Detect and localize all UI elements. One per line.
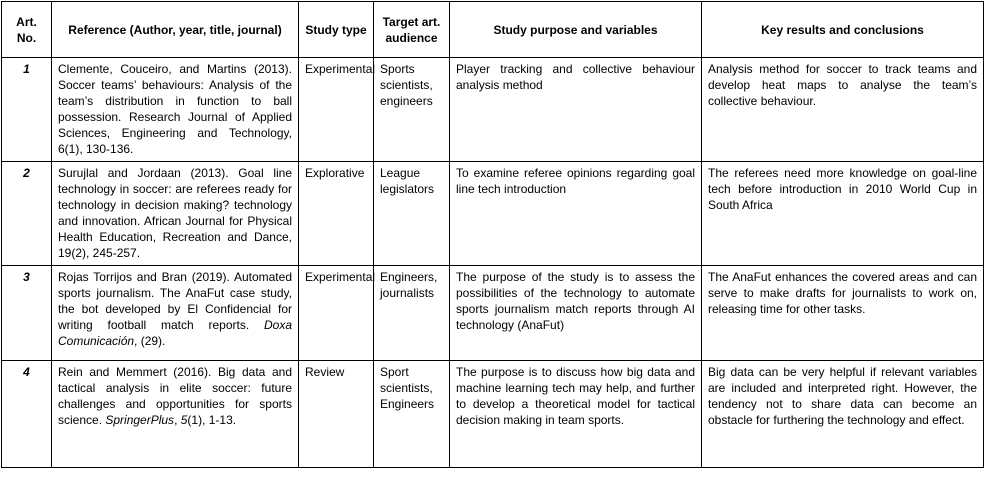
study-type-cell: Experimental [299,266,374,361]
header-target-audience: Target art. audience [374,2,450,58]
table-row [2,58,984,162]
table-row [2,162,984,266]
art-no-cell: 2 [2,162,52,266]
reference-text: Rojas Torrijos and Bran (2019). Automated sports journalism. The AnaFut case study, the bot developed by El Confidencial for writing football match reports. [58,270,292,332]
journal-name: Doxa Comunicación [58,318,292,348]
results-cell: Big data can be very helpful if relevant variables are included and interpreted right. However, the tendency not to share data can become an obstacle for furthering the technology and effect. [702,361,984,468]
results-cell: Analysis method for soccer to track teams and develop heat maps to analyse the team’s collective behaviour. [702,58,984,162]
results-cell: The AnaFut enhances the covered areas and can serve to make drafts for journalists to work on, releasing time for other tasks. [702,266,984,361]
journal-name: SpringerPlus [105,413,175,427]
purpose-cell: To examine referee opinions regarding goal line tech introduction [450,162,702,266]
reference-separator: , [174,413,181,427]
audience-cell: Sport scientists, Engineers [374,361,450,468]
art-no-cell: 1 [2,58,52,162]
header-reference: Reference (Author, year, title, journal) [52,2,299,58]
purpose-cell: Player tracking and collective behaviour analysis method [450,58,702,162]
audience-cell: League legislators [374,162,450,266]
art-no-cell: 4 [2,361,52,468]
reference-cell: Surujlal and Jordaan (2013). Goal line technology in soccer: are referees ready for technology in decision making? technology and innovation. African Journal for Physical Health Education, Recreation and Dance, 19(2), 245-257. [52,162,299,266]
header-art-no: Art. No. [2,2,52,58]
table-row [2,266,984,361]
header-row [2,2,984,58]
header-study-type: Study type [299,2,374,58]
audience-cell: Engineers, journalists [374,266,450,361]
reference-tail: , (29). [134,334,166,348]
reference-cell [52,361,299,468]
table-row [2,361,984,468]
purpose-cell: The purpose is to discuss how big data and machine learning tech may help, and further to develop a theoretical model for tactical decision making in team sports. [450,361,702,468]
reference-text: Rein and Memmert (2016). Big data and tactical analysis in elite soccer: future challenges and opportunities for sports science. [58,365,292,427]
audience-cell: Sports scientists, engineers [374,58,450,162]
reference-cell [52,266,299,361]
reference-tail: (1), 1-13. [187,413,237,427]
study-type-cell: Experimental [299,58,374,162]
literature-review-table [1,1,984,468]
journal-volume: 5 [180,413,188,427]
art-no-cell: 3 [2,266,52,361]
header-results: Key results and conclusions [702,2,984,58]
reference-cell: Clemente, Couceiro, and Martins (2013). Soccer teams’ behaviours: Analysis of the team’s distribution in function to ball possession. Research Journal of Applied Sciences, Engineering and Technology, 6(1), 130-136. [52,58,299,162]
study-type-cell: Explorative [299,162,374,266]
purpose-cell: The purpose of the study is to assess the possibilities of the technology to automate sports journalism match reports through AI technology (AnaFut) [450,266,702,361]
results-cell: The referees need more knowledge on goal-line tech before introduction in 2010 World Cup in South Africa [702,162,984,266]
study-type-cell: Review [299,361,374,468]
header-purpose: Study purpose and variables [450,2,702,58]
